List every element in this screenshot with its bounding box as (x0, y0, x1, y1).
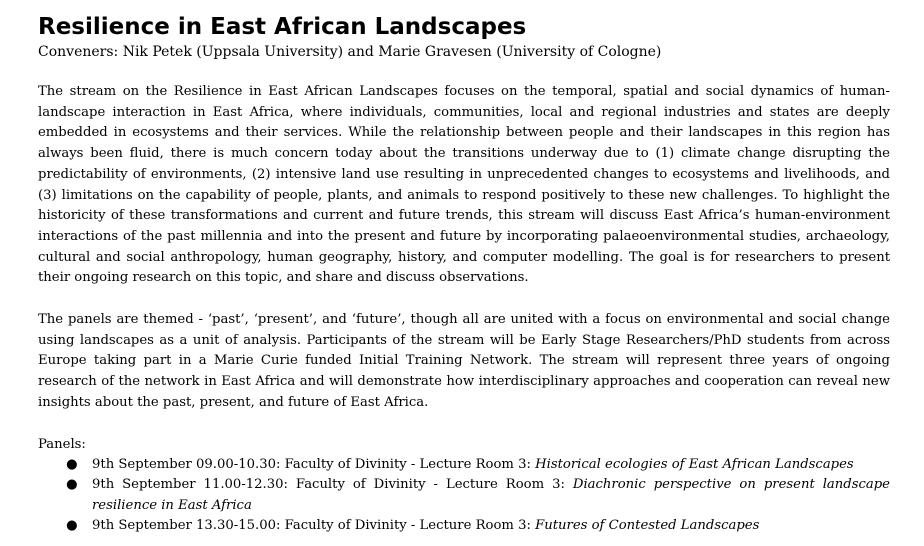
bullet-icon: ● (66, 456, 78, 472)
panel-time: 9th September 13.30-15.00: Faculty of Divinity - Lecture Room 3: (92, 518, 536, 534)
panels-label: Panels: (38, 436, 86, 452)
conveners-line: Conveners: Nik Petek (Uppsala University) and Marie Gravesen (University of Cologne) (38, 44, 662, 60)
panel-item-3 (62, 516, 890, 537)
panel-topic: Historical ecologies of East African Landscapes (535, 456, 854, 472)
panels-description-paragraph: The panels are themed - ‘past’, ‘present’, and ‘future’, though all are united with a focus on environmental and social change using landscapes as a unit of analysis. Participants of the stream will be Early Stage Researchers/PhD students from across Europe taking part in a Marie Curie funded Initial Training Network. The stream will represent three years of ongoing research of the network in East Africa and will demonstrate how interdisciplinary approaches and cooperation can reveal new insights about the past, present, and future of East Africa. (38, 312, 890, 410)
panel-item-1 (62, 455, 890, 476)
panel-time: 9th September 11.00-12.30: Faculty of Divinity - Lecture Room 3: (92, 477, 573, 493)
panel-topic: Diachronic perspective on present landscape resilience in East Africa (92, 477, 890, 513)
bullet-icon: ● (66, 477, 78, 493)
panel-item-2 (62, 475, 890, 516)
document-title: Resilience in East African Landscapes (38, 14, 527, 40)
bullet-icon: ● (66, 518, 78, 534)
intro-paragraph: The stream on the Resilience in East African Landscapes focuses on the temporal, spatial and social dynamics of human-landscape interaction in East Africa, where individuals, communities, local and regional industries and states are deeply embedded in ecosystems and their services. While the relationship between people and their landscapes in this region has always been fluid, there is much concern today about the transitions underway due to (1) climate change disrupting the predictability of environments, (2) intensive land use resulting in unprecedented changes to ecosystems and livelihoods, and (3) limitations on the capability of people, plants, and animals to respond positively to these new challenges. To highlight the historicity of these transformations and current and future trends, this stream will discuss East Africa’s human-environment interactions of the past millennia and into the present and future by incorporating palaeoenvironmental studies, archaeology, cultural and social anthropology, human geography, history, and computer modelling. The goal is for researchers to present their ongoing research on this topic, and share and discuss observations. (38, 84, 890, 286)
panel-topic: Futures of Contested Landscapes (535, 518, 760, 534)
panels-list (38, 455, 890, 537)
panel-time: 9th September 09.00-10.30: Faculty of Divinity - Lecture Room 3: (92, 456, 536, 472)
